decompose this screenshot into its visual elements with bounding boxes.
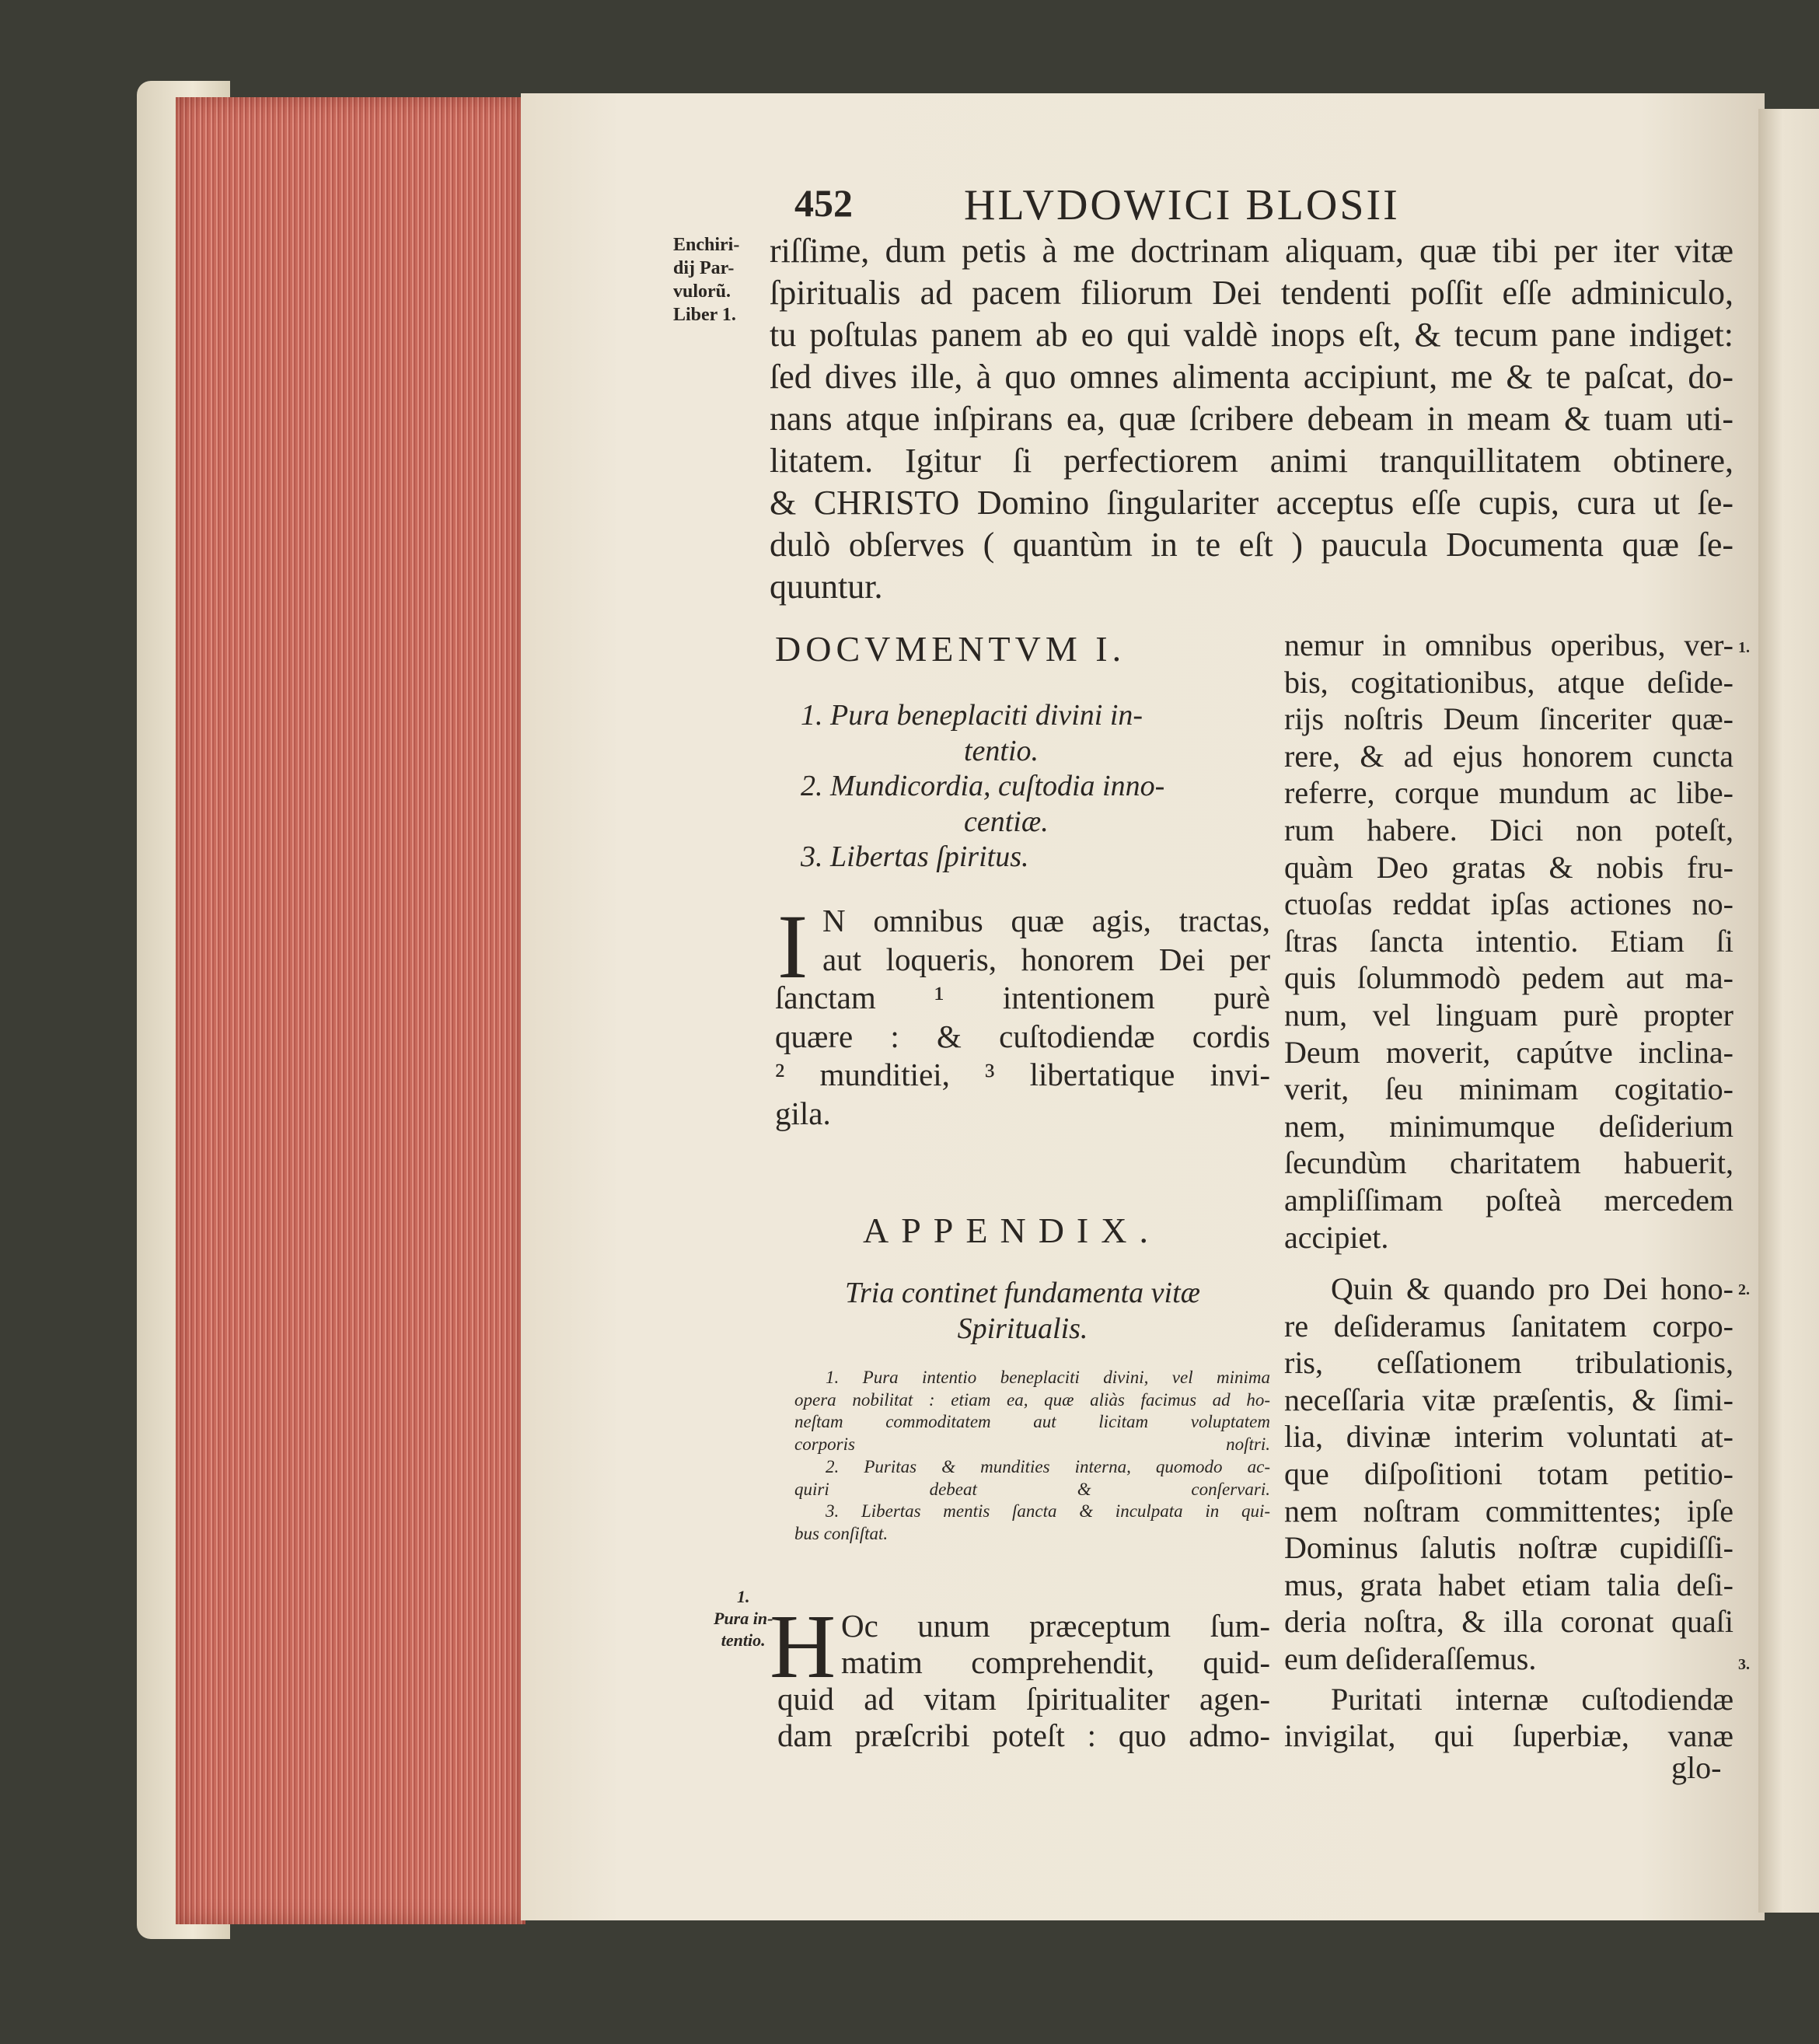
text-line: Tria continet fundamenta vitæ xyxy=(844,1277,1201,1309)
text-line: ſecundùm charitatem habuerit, xyxy=(1284,1145,1733,1181)
text-line: vulorũ. xyxy=(673,281,731,302)
text-line: corporis noſtri. xyxy=(794,1434,1270,1455)
text-line: N omnibus quæ agis, tractas, xyxy=(822,903,1270,938)
text-line: eum deſideraſſemus. xyxy=(1284,1641,1537,1677)
text-line: nem, minimumque deſiderium xyxy=(1284,1108,1733,1144)
documentum-paragraph xyxy=(775,902,1270,1133)
text-line: ſtras ſancta intentio. Etiam ſi xyxy=(1284,923,1733,959)
text-line: tu poſtulas panem ab eo qui valdè inops eſt, & tecum pane indiget: xyxy=(770,316,1733,354)
margin-number-1: 1. xyxy=(1738,639,1750,656)
text-line: Quin & quando pro Dei hono- xyxy=(1331,1271,1733,1307)
page-number: 452 xyxy=(794,181,853,225)
text-line: nans atque inſpirans ea, quæ ſcribere debeam in meam & tuam uti- xyxy=(770,400,1733,438)
text-line: 1. Pura intentio beneplaciti divini, vel minima xyxy=(826,1368,1270,1387)
text-line: gila. xyxy=(775,1095,831,1131)
appendix-contents xyxy=(794,1367,1270,1546)
text-line: 3. Libertas mentis ſancta & inculpata in qui- xyxy=(826,1501,1270,1522)
text-line: dam præſcribi poteſt : quo admo- xyxy=(777,1717,1270,1753)
text-line: & CHRISTO Domino ſingulariter acceptus eſſe cupis, cura ut ſe- xyxy=(770,484,1733,522)
text-line: rum habere. Dici non poteſt, xyxy=(1284,812,1733,847)
text-line: dij Par- xyxy=(673,258,735,278)
margin-note-top xyxy=(673,233,739,327)
text-line: Oc unum præceptum ſum- xyxy=(841,1608,1270,1644)
text-line: dulò obſerves ( quantùm in te eſt ) paucula Documenta quæ ſe- xyxy=(770,526,1733,564)
text-line: quiri debeat & conſervari. xyxy=(794,1479,1270,1499)
text-line: quuntur. xyxy=(770,568,883,606)
documentum-summary xyxy=(801,698,1270,875)
text-line: quære : & cuſtodiendæ cordis xyxy=(775,1018,1270,1054)
text-line: ampliſſimam poſteà mercedem xyxy=(1284,1182,1733,1218)
text-line: verit, ſeu minimam cogitatio- xyxy=(1284,1071,1733,1107)
text-line: ris, ceſſationem tribulationis, xyxy=(1284,1345,1733,1381)
text-line: tentio. xyxy=(721,1630,766,1650)
text-line: mus, grata habet etiam talia deſi- xyxy=(1284,1567,1733,1602)
text-line: Pura in- xyxy=(714,1609,773,1628)
text-line: ſpiritualis ad pacem filiorum Dei tendenti poſſit eſſe adminiculo, xyxy=(770,274,1733,312)
text-line: tentio. xyxy=(964,734,1039,767)
text-line: quis ſolummodò pedem aut ma- xyxy=(1284,960,1733,996)
right-column-text xyxy=(1284,627,1733,1755)
text-line: quid ad vitam ſpiritualiter agen- xyxy=(777,1681,1270,1717)
page-edges xyxy=(176,97,525,1924)
facing-page-edge xyxy=(1758,109,1819,1913)
intro-text xyxy=(770,230,1733,608)
text-line: bus conſiſtat. xyxy=(794,1523,889,1543)
text-line: accipiet. xyxy=(1284,1219,1389,1255)
margin-number-2: 2. xyxy=(1738,1281,1750,1298)
text-line: 1. Pura beneplaciti divini in- xyxy=(801,699,1143,732)
text-line: Spiritualis. xyxy=(957,1312,1088,1345)
text-line: ² munditiei, ³ libertatique invi- xyxy=(775,1057,1270,1092)
text-line: que diſpoſitioni totam petitio- xyxy=(1284,1456,1733,1492)
text-line: Dominus ſalutis noſtræ cupidiſſi- xyxy=(1284,1530,1733,1566)
margin-number-3: 3. xyxy=(1738,1656,1750,1673)
text-line: Puritati internæ cuſtodiendæ xyxy=(1331,1681,1733,1717)
text-line: re deſideramus ſanitatem corpo- xyxy=(1284,1308,1733,1343)
text-line: ſed dives ille, à quo omnes alimenta accipiunt, me & te paſcat, do- xyxy=(770,358,1733,396)
text-line: matim comprehendit, quid- xyxy=(841,1644,1270,1680)
text-line: 2. Mundicordia, cuſtodia inno- xyxy=(801,770,1165,802)
drop-cap-i: I xyxy=(777,896,808,998)
appendix-subtitle xyxy=(775,1275,1270,1347)
text-line: nemur in omnibus operibus, ver- xyxy=(1284,627,1733,662)
text-line: invigilat, qui ſuperbiæ, vanæ xyxy=(1284,1718,1733,1754)
text-line: ctuoſas reddat ipſas actiones no- xyxy=(1284,886,1733,922)
text-line: aut loqueris, honorem Dei per xyxy=(822,941,1270,977)
text-line: num, vel linguam purè propter xyxy=(1284,997,1733,1032)
documentum-heading: DOCVMENTVM I. xyxy=(775,629,1126,669)
text-line: opera nobilitat : etiam ea, quæ aliàs facimus ad ho- xyxy=(794,1389,1270,1410)
text-line: rere, & ad ejus honorem cuncta xyxy=(1284,738,1733,774)
text-line: ſanctam ¹ intentionem purè xyxy=(775,980,1270,1015)
text-line: 3. Libertas ſpiritus. xyxy=(801,840,1029,873)
text-line: 1. xyxy=(736,1587,750,1606)
text-line: Enchiri- xyxy=(673,235,740,255)
text-line: bis, cogitationibus, atque deſide- xyxy=(1284,664,1733,700)
margin-note-pura-intentio xyxy=(714,1586,773,1651)
text-line: referre, corque mundum ac libe- xyxy=(1284,775,1733,811)
appendix-paragraph xyxy=(777,1608,1270,1754)
text-line: deria noſtra, & illa coronat quaſi xyxy=(1284,1604,1733,1640)
text-line: neceſſaria vitæ præſentis, & ſimi- xyxy=(1284,1382,1733,1417)
text-line: litatem. Igitur ſi perfectiorem animi tranquillitatem obtinere, xyxy=(770,442,1733,480)
text-line: centiæ. xyxy=(964,805,1049,838)
running-title: HLVDOWICI BLOSII xyxy=(964,181,1400,229)
text-line: neſtam commoditatem aut licitam voluptatem xyxy=(794,1412,1270,1432)
paragraph-gap xyxy=(1284,1256,1733,1270)
text-line: quàm Deo gratas & nobis fru- xyxy=(1284,849,1733,885)
text-line: riſſime, dum petis à me doctrinam aliquam, quæ tibi per iter vitæ xyxy=(770,232,1733,270)
drop-cap-h: H xyxy=(770,1595,836,1697)
text-line: lia, divinæ interim voluntati at- xyxy=(1284,1419,1733,1455)
text-line: 2. Puritas & mundities interna, quomodo ac- xyxy=(826,1456,1270,1476)
text-line: Deum moverit, capútve inclina- xyxy=(1284,1034,1733,1070)
text-line: nem noſtram committentes; ipſe xyxy=(1284,1493,1733,1529)
appendix-heading: APPENDIX. xyxy=(863,1211,1161,1250)
catchword: glo- xyxy=(1671,1750,1722,1785)
text-line: rijs noſtris Deum ſinceriter quæ- xyxy=(1284,701,1733,737)
text-line: Liber 1. xyxy=(673,305,736,325)
